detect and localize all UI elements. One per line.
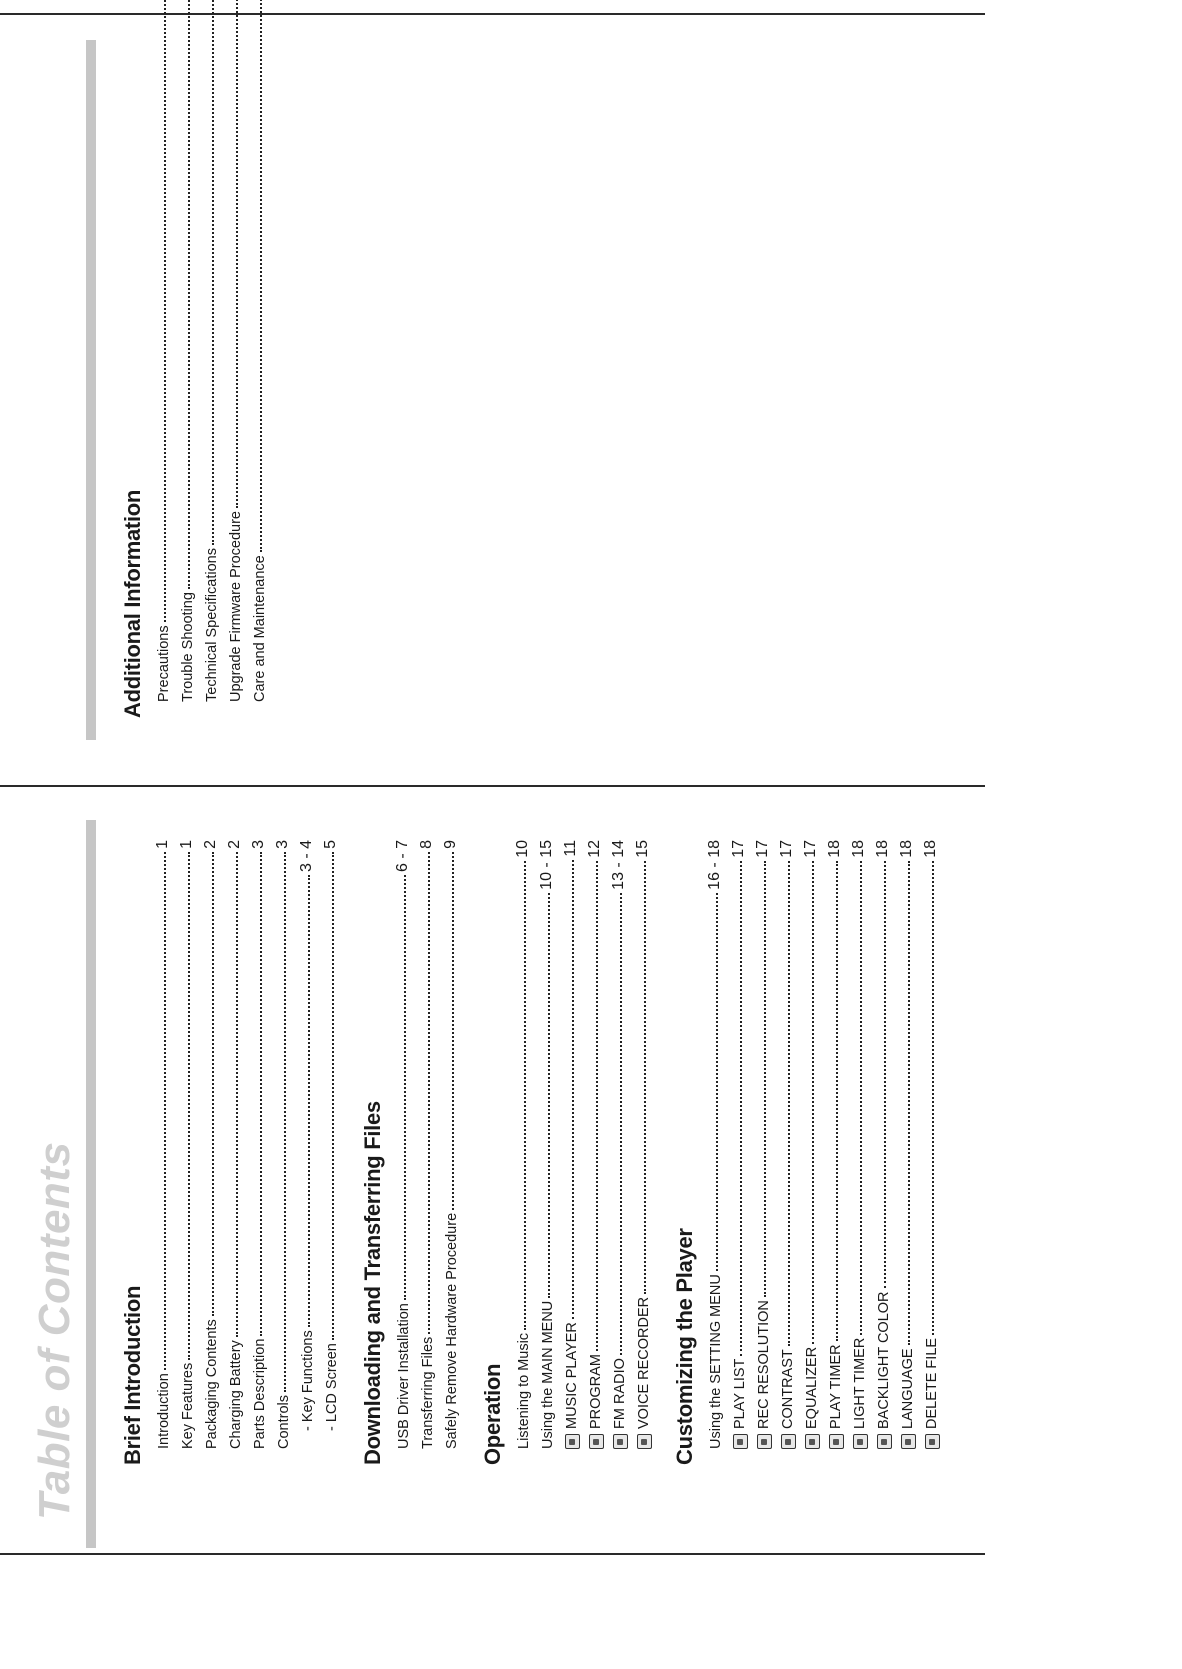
toc-entry-label: LIGHT TIMER bbox=[852, 1337, 868, 1429]
dot-leader bbox=[572, 860, 574, 1319]
toc-entry-page: 11 bbox=[562, 840, 579, 857]
toc-entry-rec-resolution[interactable] bbox=[748, 840, 772, 1465]
toc-entry-label: Introduction bbox=[156, 1373, 172, 1449]
dot-leader bbox=[788, 861, 790, 1346]
toc-entry-label: DELETE FILE bbox=[924, 1337, 940, 1429]
dot-leader bbox=[164, 852, 166, 1370]
dot-leader bbox=[716, 893, 718, 1271]
toc-entry-label: LANGUAGE bbox=[900, 1348, 916, 1429]
toc-entry-page: 10 - 15 bbox=[538, 840, 555, 890]
toc-entry-label: Using the SETTING MENU bbox=[708, 1274, 724, 1449]
toc-entry-page: 13 - 14 bbox=[610, 840, 627, 890]
toc-entry-label: Technical Specifications bbox=[204, 548, 220, 702]
play-timer-icon bbox=[829, 1434, 844, 1449]
toc-entry-page: 1 bbox=[154, 840, 171, 849]
contrast-icon bbox=[781, 1434, 796, 1449]
toc-entry-usb-driver-installation[interactable] bbox=[388, 840, 412, 1465]
toc-entry-fm-radio[interactable] bbox=[604, 840, 628, 1465]
toc-entry-packaging-contents[interactable] bbox=[196, 840, 220, 1465]
playlist-icon bbox=[733, 1434, 748, 1449]
dot-leader bbox=[452, 852, 454, 1210]
toc-entry-label: Charging Battery bbox=[228, 1340, 244, 1449]
toc-entry-equalizer[interactable] bbox=[796, 840, 820, 1465]
toc-entry-label: VOICE RECORDER bbox=[636, 1296, 652, 1429]
toc-entry-charging-battery[interactable] bbox=[220, 840, 244, 1465]
microphone-icon bbox=[637, 1434, 652, 1449]
dot-leader bbox=[188, 0, 190, 589]
section-gap bbox=[460, 840, 478, 1465]
dot-leader bbox=[836, 861, 838, 1342]
language-icon bbox=[901, 1434, 916, 1449]
toc-entry-contrast[interactable] bbox=[772, 840, 796, 1465]
toc-entry-controls[interactable] bbox=[268, 840, 292, 1465]
program-icon bbox=[589, 1434, 604, 1449]
toc-entry-page: 18 bbox=[826, 840, 843, 858]
section-gap bbox=[652, 840, 670, 1465]
toc-entry-page: 18 bbox=[898, 840, 915, 858]
toc-entry-page: 15 bbox=[634, 840, 651, 858]
toc-entry-label: - Key Functions bbox=[300, 1330, 316, 1431]
dot-leader bbox=[260, 852, 262, 1336]
toc-entry-page: 18 bbox=[874, 840, 891, 858]
toc-entry-page: 1 bbox=[178, 840, 195, 849]
toc-entry-key-features[interactable] bbox=[172, 840, 196, 1465]
toc-entry-technical-specifications[interactable] bbox=[196, 0, 220, 718]
equalizer-icon bbox=[805, 1434, 820, 1449]
toc-entry-label: BACKLIGHT COLOR bbox=[876, 1291, 892, 1429]
toc-entry-page: 17 bbox=[802, 840, 819, 858]
toc-entry-backlight-color[interactable] bbox=[868, 840, 892, 1465]
toc-entry-page: 5 bbox=[322, 840, 339, 849]
toc-entry-label: Transferring Files bbox=[420, 1336, 436, 1449]
toc-entry-label: Safely Remove Hardware Procedure bbox=[444, 1212, 460, 1449]
toc-entry-label: Care and Maintenance bbox=[252, 555, 268, 702]
toc-entry-label: FM RADIO bbox=[612, 1358, 628, 1429]
dot-leader bbox=[860, 861, 862, 1335]
toc-entry-care-and-maintenance[interactable] bbox=[244, 0, 268, 718]
toc-entry-parts-description[interactable] bbox=[244, 840, 268, 1465]
dot-leader bbox=[524, 861, 526, 1330]
dot-leader bbox=[932, 861, 934, 1335]
toc-entry-label: MUSIC PLAYER bbox=[564, 1322, 580, 1429]
dot-leader bbox=[884, 861, 886, 1289]
toc-entry-page: 16 - 18 bbox=[706, 840, 723, 890]
toc-entry-delete-file[interactable] bbox=[916, 840, 940, 1465]
toc-entry-page: 3 bbox=[274, 840, 291, 849]
toc-entry-page: 9 bbox=[442, 840, 459, 849]
toc-entry-program[interactable] bbox=[580, 840, 604, 1465]
toc-entry-label: USB Driver Installation bbox=[396, 1303, 412, 1449]
toc-entry-label: CONTRAST bbox=[780, 1349, 796, 1429]
toc-entry-transferring-files[interactable] bbox=[412, 840, 436, 1465]
toc-entry-page: 18 bbox=[922, 840, 939, 858]
toc-entry-label: Controls bbox=[276, 1395, 292, 1449]
section-heading-brief-introduction: Brief Introduction bbox=[120, 1285, 145, 1465]
toc-entry-page: 2 bbox=[202, 840, 219, 849]
toc-entry-label: Key Features bbox=[180, 1362, 196, 1449]
dot-leader bbox=[308, 875, 310, 1327]
dot-leader bbox=[428, 852, 430, 1334]
toc-entry-label: Packaging Contents bbox=[204, 1319, 220, 1449]
toc-entry-page: 17 bbox=[754, 840, 771, 858]
toc-entry-upgrade-firmware-procedure[interactable] bbox=[220, 0, 244, 718]
toc-entry-page: 2 bbox=[226, 840, 243, 849]
dot-leader bbox=[620, 893, 622, 1355]
toc-entry-precautions[interactable] bbox=[148, 0, 172, 718]
right-page-accent-bar bbox=[86, 40, 96, 740]
dot-leader bbox=[284, 852, 286, 1392]
toc-entry-page: 6 - 7 bbox=[394, 840, 411, 873]
toc-entry-introduction[interactable] bbox=[148, 840, 172, 1465]
section-heading-operation: Operation bbox=[480, 1363, 505, 1465]
toc-entry-page: 18 bbox=[850, 840, 867, 858]
dot-leader bbox=[548, 893, 550, 1298]
light-timer-icon bbox=[853, 1434, 868, 1449]
dot-leader bbox=[212, 0, 214, 545]
radio-icon bbox=[613, 1434, 628, 1449]
toc-entry-page: 8 bbox=[418, 840, 435, 849]
dot-leader bbox=[812, 861, 814, 1344]
dot-leader bbox=[212, 852, 214, 1316]
toc-entry-listening-to-music[interactable] bbox=[508, 840, 532, 1465]
dot-leader bbox=[188, 852, 190, 1360]
toc-entry-voice-recorder[interactable] bbox=[628, 840, 652, 1465]
backlight-color-icon bbox=[877, 1434, 892, 1449]
toc-entry-page: 17 bbox=[778, 840, 795, 858]
dot-leader bbox=[164, 0, 166, 622]
toc-entry-label: Listening to Music bbox=[516, 1332, 532, 1449]
dot-leader bbox=[740, 861, 742, 1356]
page-title: Table of Contents bbox=[30, 1141, 79, 1520]
section-heading-customizing-the-player: Customizing the Player bbox=[672, 1228, 697, 1465]
delete-file-icon bbox=[925, 1434, 940, 1449]
bottom-rule bbox=[0, 1553, 985, 1555]
toc-entry-label: PLAY TIMER bbox=[828, 1344, 844, 1429]
toc-title-container bbox=[30, 1140, 80, 1520]
dot-leader bbox=[908, 861, 910, 1346]
dot-leader bbox=[596, 861, 598, 1351]
toc-entry-using-the-main-menu[interactable] bbox=[532, 840, 556, 1465]
dot-leader bbox=[404, 875, 406, 1300]
toc-entry-light-timer[interactable] bbox=[844, 840, 868, 1465]
toc-entry-page: 10 bbox=[514, 840, 531, 858]
toc-entry-language[interactable] bbox=[892, 840, 916, 1465]
toc-entry-page: 3 - 4 bbox=[298, 840, 315, 873]
dot-leader bbox=[764, 861, 766, 1297]
toc-entry-trouble-shooting[interactable] bbox=[172, 0, 196, 718]
toc-entry-page: 3 bbox=[250, 840, 267, 849]
toc-entry-page: 17 bbox=[730, 840, 747, 858]
toc-entry-key-functions[interactable] bbox=[292, 840, 316, 1465]
toc-entry-label: Parts Description bbox=[252, 1338, 268, 1449]
toc-entry-label: Using the MAIN MENU bbox=[540, 1300, 556, 1449]
section-heading-additional-information: Additional Information bbox=[120, 489, 145, 718]
toc-entry-page: 12 bbox=[586, 840, 603, 858]
dot-leader bbox=[332, 852, 334, 1340]
toc-entry-label: EQUALIZER bbox=[804, 1346, 820, 1429]
toc-entry-play-timer[interactable] bbox=[820, 840, 844, 1465]
toc-entry-label: PROGRAM bbox=[588, 1354, 604, 1429]
toc-entry-label: Precautions bbox=[156, 625, 172, 702]
section-gap bbox=[340, 840, 358, 1465]
dot-leader bbox=[236, 0, 238, 508]
left-page-accent-bar bbox=[86, 820, 96, 1548]
toc-entry-play-list[interactable] bbox=[724, 840, 748, 1465]
middle-rule bbox=[0, 785, 985, 787]
toc-entry-label: Upgrade Firmware Procedure bbox=[228, 511, 244, 702]
toc-entry-music-player[interactable] bbox=[556, 840, 580, 1465]
toc-entry-label: PLAY LIST bbox=[732, 1358, 748, 1429]
dot-leader bbox=[236, 852, 238, 1337]
left-page-contents bbox=[118, 840, 940, 1465]
toc-entry-label: - LCD Screen bbox=[324, 1343, 340, 1431]
right-page-contents bbox=[118, 0, 268, 718]
toc-entry-label: Trouble Shooting bbox=[180, 592, 196, 702]
section-heading-downloading-and-transferring-files: Downloading and Transferring Files bbox=[360, 1101, 385, 1465]
toc-entry-lcd-screen[interactable] bbox=[316, 840, 340, 1465]
dot-leader bbox=[644, 861, 646, 1294]
rec-resolution-icon bbox=[757, 1434, 772, 1449]
music-note-icon bbox=[565, 1434, 580, 1449]
dot-leader bbox=[260, 0, 262, 552]
toc-entry-label: REC RESOLUTION bbox=[756, 1300, 772, 1429]
toc-entry-using-the-setting-menu[interactable] bbox=[700, 840, 724, 1465]
toc-entry-safely-remove-hardware-procedure[interactable] bbox=[436, 840, 460, 1465]
